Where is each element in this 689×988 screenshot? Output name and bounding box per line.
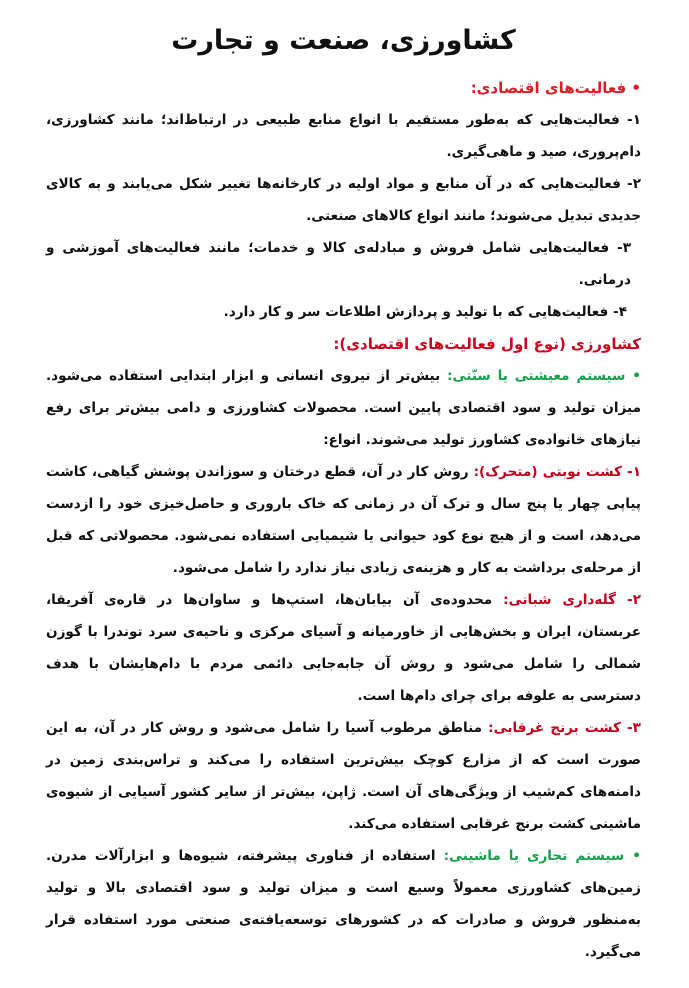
- list-item: ۳- فعالیت‌هایی شامل فروش و مبادله‌ی کالا و خدمات؛ مانند فعالیت‌های آموزشی و درمانی.: [46, 240, 631, 288]
- list-item: ۴- فعالیت‌هایی که با تولید و پردازش اطلاعات سر و کار دارد.: [223, 304, 627, 320]
- paragraph-nomadic-herding: [46, 584, 641, 712]
- paragraph-text: محدوده‌ی آن بیابان‌ها، استپ‌ها و ساوان‌ها در قاره‌ی آفریقا، عربستان، ایران و بخش‌هایی از خاورمیانه و آسیای مرکزی و ناحیه‌ی سرد توندرا با گوزن شمالی را شامل می‌شود و روش آن جابه‌جایی دائمی مردم با دام‌هایشان با هدف دسترسی به علوفه برای چرای دام‌ها است.: [46, 592, 641, 704]
- paragraph-text: استفاده از فناوری پیشرفته، شیوه‌ها و ابزارآلات مدرن. زمین‌های کشاورزی معمولاً وسیع است و میزان تولید و سود اقتصادی بالا و تولید به‌منظور فروش و صادرات که در کشورهای توسعه‌یافته‌ی صنعتی مورد استفاده قرار می‌گیرد.: [46, 848, 641, 960]
- term-label: ۲- گله‌داری شبانی:: [503, 592, 641, 608]
- term-label: ۳- کشت برنج غرقابی:: [488, 720, 641, 736]
- paragraph-paddy-rice: [46, 712, 641, 840]
- paragraph-text: مناطق مرطوب آسیا را شامل می‌شود و روش کار در آن، به این صورت است که از مزارع کوچک بیش‌ترین استفاده را می‌کند و تراس‌بندی زمین در دامنه‌های کم‌شیب از ویژگی‌های آن است. ژاپن، بیش‌تر از سایر کشور آسیایی از شیوه‌ی ماشینی کشت برنج غرقابی استفاده می‌کند.: [46, 720, 641, 832]
- page-title: کشاورزی، صنعت و تجارت: [171, 25, 516, 56]
- paragraph-shifting-cultivation: [46, 456, 641, 584]
- list-item: ۱- فعالیت‌هایی که به‌طور مستقیم با انواع منابع طبیعی در ارتباط‌اند؛ مانند کشاورزی، دام‌پروری، صید و ماهی‌گیری.: [46, 112, 641, 160]
- section-heading-agriculture: کشاورزی (نوع اول فعالیت‌های اقتصادی):: [333, 335, 641, 353]
- paragraph-traditional-system: [46, 360, 641, 456]
- paragraph-commercial-system: [46, 840, 641, 968]
- term-label: ۱- کشت نوبتی (متحرک):: [473, 464, 641, 480]
- term-label: • سیستم تجاری یا ماشینی:: [443, 848, 641, 864]
- section-heading-economic-activities: • فعالیت‌های اقتصادی:: [470, 79, 641, 97]
- list-item: ۲- فعالیت‌هایی که در آن منابع و مواد اولیه در کارخانه‌ها تغییر شکل می‌یابند و به کالای جدیدی تبدیل می‌شوند؛ مانند انواع کالاهای صنعتی.: [46, 176, 641, 224]
- term-label: • سیستم معیشتی یا سنّتی:: [447, 368, 641, 384]
- paragraph-text: روش کار در آن، قطع درختان و سوزاندن پوشش گیاهی، کاشت پیاپی چهار یا پنج سال و ترک آن در زمانی که خاک باروری و حاصل‌خیزی خود را ازدست می‌دهد، است و از هیچ نوع کود حیوانی یا شیمیایی استفاده نمی‌شود. محصولاتی که قبل از مرحله‌ی برداشت به کار و هزینه‌ی زیادی نیاز ندارد را شامل می‌شود.: [46, 464, 641, 576]
- paragraph-text: بیش‌تر از نیروی انسانی و ابزار ابتدایی استفاده می‌شود. میزان تولید و سود اقتصادی پایین است. محصولات کشاورزی و دامی بیش‌تر برای رفع نیازهای خانواده‌ی کشاورز تولید می‌شوند. انواع:: [46, 368, 641, 448]
